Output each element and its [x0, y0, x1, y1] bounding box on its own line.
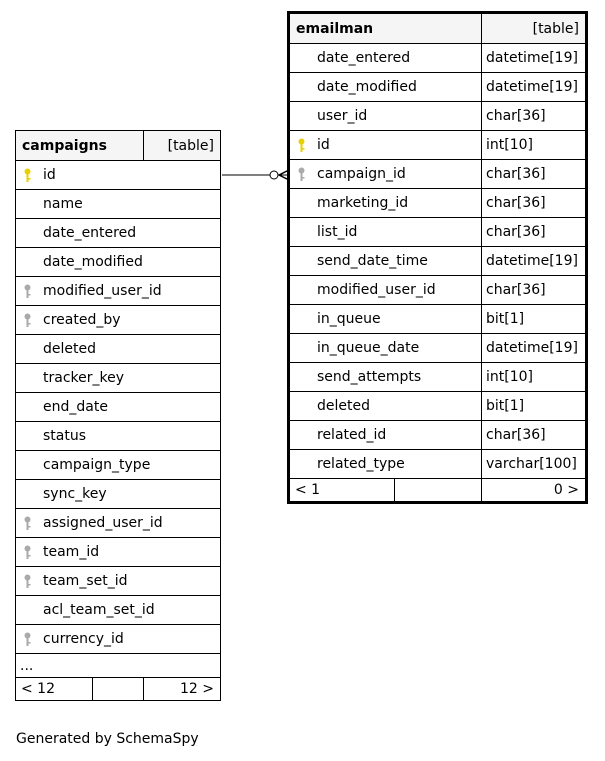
column-name: acl_team_set_id: [43, 602, 155, 618]
column-row[interactable]: [289, 218, 587, 247]
nav-spacer: [395, 479, 482, 503]
column-row[interactable]: [289, 247, 587, 276]
generated-by-footer: Generated by SchemaSpy: [16, 731, 199, 747]
column-row[interactable]: [16, 190, 221, 219]
column-cell[interactable]: [289, 450, 482, 479]
column-row[interactable]: [16, 480, 221, 509]
column-row[interactable]: [289, 421, 587, 450]
column-name: sync_key: [43, 486, 107, 502]
column-row[interactable]: [16, 538, 221, 567]
column-cell[interactable]: [16, 306, 221, 335]
column-cell[interactable]: [289, 334, 482, 363]
column-name: date_modified: [43, 254, 143, 270]
column-name: marketing_id: [317, 195, 409, 211]
column-cell[interactable]: [16, 219, 221, 248]
column-name: in_queue_date: [317, 340, 420, 356]
foreign-key-icon: [23, 516, 32, 532]
column-cell[interactable]: [16, 538, 221, 567]
column-name: campaign_type: [43, 457, 151, 473]
column-row[interactable]: [289, 73, 587, 102]
column-row[interactable]: [289, 44, 587, 73]
column-name: id: [317, 137, 330, 153]
column-cell[interactable]: [16, 509, 221, 538]
column-cell[interactable]: [289, 189, 482, 218]
column-cell[interactable]: [289, 218, 482, 247]
more-columns-row: [16, 654, 221, 678]
table-tag: [table]: [144, 131, 221, 161]
column-type: datetime[19]: [482, 334, 587, 363]
primary-key-icon: [23, 168, 32, 184]
column-cell[interactable]: [289, 102, 482, 131]
column-name: team_id: [43, 544, 100, 560]
column-cell[interactable]: [16, 451, 221, 480]
column-cell[interactable]: [16, 248, 221, 277]
parents-count[interactable]: < 1: [289, 479, 395, 503]
column-cell[interactable]: [289, 160, 482, 189]
emailman-table[interactable]: [287, 11, 588, 504]
column-type: bit[1]: [482, 392, 587, 421]
column-cell[interactable]: [289, 276, 482, 305]
column-cell[interactable]: [16, 393, 221, 422]
table-nav-row: [16, 678, 221, 701]
column-row[interactable]: [289, 160, 587, 189]
column-name: team_set_id: [43, 573, 128, 589]
column-row[interactable]: [16, 422, 221, 451]
column-cell[interactable]: [16, 161, 221, 190]
column-cell[interactable]: [289, 305, 482, 334]
column-name: related_type: [317, 456, 405, 472]
column-cell[interactable]: [16, 364, 221, 393]
table-name[interactable]: campaigns: [16, 131, 144, 161]
column-cell[interactable]: [289, 247, 482, 276]
column-name: date_entered: [317, 50, 411, 66]
column-row[interactable]: [16, 364, 221, 393]
column-row[interactable]: [16, 567, 221, 596]
column-name: deleted: [317, 398, 370, 414]
column-row[interactable]: [16, 277, 221, 306]
column-row[interactable]: [289, 450, 587, 479]
column-row[interactable]: [289, 102, 587, 131]
column-name: user_id: [317, 108, 368, 124]
column-type: int[10]: [482, 131, 587, 160]
column-name: end_date: [43, 399, 108, 415]
column-row[interactable]: [16, 509, 221, 538]
column-name: send_date_time: [317, 253, 428, 269]
column-type: bit[1]: [482, 305, 587, 334]
column-cell[interactable]: [289, 363, 482, 392]
column-name: list_id: [317, 224, 358, 240]
column-cell[interactable]: [289, 44, 482, 73]
column-type: varchar[100]: [482, 450, 587, 479]
column-cell[interactable]: [16, 277, 221, 306]
column-cell[interactable]: [16, 190, 221, 219]
children-count[interactable]: 0 >: [482, 479, 587, 503]
table-nav-row: [289, 479, 587, 503]
column-type: datetime[19]: [482, 44, 587, 73]
column-type: datetime[19]: [482, 73, 587, 102]
column-row[interactable]: [16, 161, 221, 190]
column-name: date_modified: [317, 79, 417, 95]
column-row[interactable]: [289, 131, 587, 160]
column-name: assigned_user_id: [43, 515, 163, 531]
column-row[interactable]: [16, 625, 221, 654]
parents-count[interactable]: < 12: [16, 678, 93, 701]
table-name[interactable]: emailman: [289, 13, 482, 44]
column-cell[interactable]: [16, 480, 221, 509]
primary-key-icon: [297, 138, 306, 154]
foreign-key-icon: [297, 167, 306, 183]
column-cell[interactable]: [16, 422, 221, 451]
column-row[interactable]: [16, 306, 221, 335]
column-cell[interactable]: [289, 392, 482, 421]
column-type: char[36]: [482, 160, 587, 189]
column-type: char[36]: [482, 421, 587, 450]
column-row[interactable]: [289, 392, 587, 421]
column-name: deleted: [43, 341, 96, 357]
column-row[interactable]: [16, 451, 221, 480]
column-name: in_queue: [317, 311, 381, 327]
column-name: campaign_id: [317, 166, 406, 182]
foreign-key-icon: [23, 284, 32, 300]
foreign-key-icon: [23, 574, 32, 590]
column-cell[interactable]: [16, 567, 221, 596]
column-row[interactable]: [289, 363, 587, 392]
column-cell[interactable]: [289, 73, 482, 102]
column-name: tracker_key: [43, 370, 125, 386]
column-name: related_id: [317, 427, 387, 443]
table-tag: [table]: [482, 13, 587, 44]
column-row[interactable]: [16, 335, 221, 364]
column-row[interactable]: [289, 276, 587, 305]
foreign-key-icon: [23, 632, 32, 648]
column-name: created_by: [43, 312, 121, 328]
column-name: currency_id: [43, 631, 124, 647]
column-name: date_entered: [43, 225, 137, 241]
column-row[interactable]: [16, 596, 221, 625]
column-name: modified_user_id: [317, 282, 436, 298]
column-name: name: [43, 196, 83, 212]
column-type: char[36]: [482, 218, 587, 247]
column-name: send_attempts: [317, 369, 422, 385]
table-header: [289, 13, 587, 44]
column-cell[interactable]: [16, 335, 221, 364]
column-row[interactable]: [16, 219, 221, 248]
column-row[interactable]: [289, 305, 587, 334]
column-type: char[36]: [482, 276, 587, 305]
column-type: datetime[19]: [482, 247, 587, 276]
column-type: char[36]: [482, 189, 587, 218]
column-name: modified_user_id: [43, 283, 162, 299]
campaigns-table[interactable]: [15, 130, 221, 701]
children-count[interactable]: 12 >: [144, 678, 221, 701]
column-row[interactable]: [16, 248, 221, 277]
relationship-optional-marker: [270, 171, 278, 179]
column-cell[interactable]: [16, 625, 221, 654]
foreign-key-icon: [23, 545, 32, 561]
more-columns: ...: [16, 654, 221, 678]
table-header: [16, 131, 221, 161]
nav-spacer: [92, 678, 144, 701]
foreign-key-icon: [23, 313, 32, 329]
column-row[interactable]: [289, 189, 587, 218]
column-cell[interactable]: [289, 421, 482, 450]
column-cell[interactable]: [289, 131, 482, 160]
column-type: int[10]: [482, 363, 587, 392]
column-type: char[36]: [482, 102, 587, 131]
column-name: id: [43, 167, 56, 183]
column-row[interactable]: [16, 393, 221, 422]
column-cell[interactable]: [16, 596, 221, 625]
column-name: status: [43, 428, 87, 444]
column-row[interactable]: [289, 334, 587, 363]
